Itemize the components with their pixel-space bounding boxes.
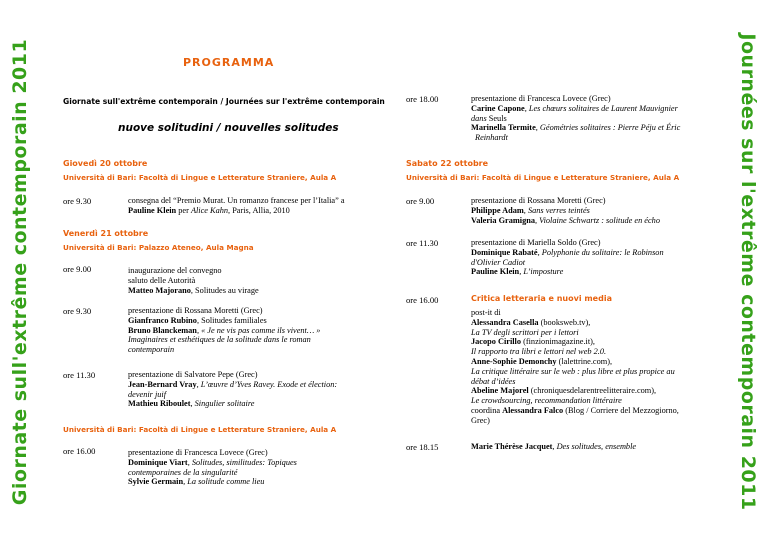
- event-line: Marie Thérèse Jacquet, Des solitudes, ensemble: [471, 442, 637, 451]
- event-details: [471, 196, 660, 225]
- event-line: Jacopo Cirillo (finzionimagazine.it),: [471, 337, 595, 347]
- event-details: [471, 442, 636, 452]
- day-heading-saturday: Sabato 22 ottobre: [406, 159, 489, 168]
- program-theme: nuove solitudini / nouvelles solitudes: [118, 122, 339, 134]
- event-line: Carine Capone, Les chœurs solitaires de Laurent Mauvignier: [471, 103, 678, 113]
- page-title: PROGRAMMA: [183, 56, 275, 69]
- day-heading-thursday: Giovedì 20 ottobre: [63, 159, 148, 168]
- event-line: presentazione di Francesca Lovece (Grec): [128, 448, 268, 457]
- event-line: coordina Alessandra Falco (Blog / Corriere del Mezzogiorno,: [471, 405, 679, 415]
- right-vertical-banner: [728, 0, 768, 543]
- event-time: ore 11.30: [406, 238, 439, 248]
- event-time: ore 11.30: [63, 370, 96, 380]
- event-line: Grec): [471, 415, 490, 425]
- event-time: ore 9.30: [63, 196, 92, 206]
- event-line: Gianfranco Rubino, Solitudes familiales: [128, 315, 267, 325]
- event-time: ore 9.00: [406, 196, 435, 206]
- event-line: La critique littéraire sur le web : plus libre et plus propice au: [471, 366, 675, 376]
- event-line: Le crowdsourcing, recommandation littéraire: [471, 396, 622, 406]
- day-heading-friday: Venerdì 21 ottobre: [63, 229, 149, 238]
- event-details: [128, 196, 345, 216]
- event-line: Philippe Adam, Sans verres teintés: [471, 205, 590, 215]
- event-details: [128, 306, 320, 355]
- program-subtitle: Giornate sull'extrême contemporain / Journées sur l'extrême contemporain: [63, 97, 385, 106]
- event-line: Pauline Klein per Alice Kahn, Paris, Allia, 2010: [128, 205, 290, 215]
- event-line: Abeline Majorel (chroniquesdelarentreelitteraire.com),: [471, 386, 657, 396]
- event-line: contemporain: [128, 345, 175, 355]
- event-line: Alessandra Casella (booksweb.tv),: [471, 317, 591, 327]
- event-time: ore 18.00: [406, 94, 439, 104]
- event-line: presentazione di Francesca Lovece (Grec): [471, 94, 611, 103]
- venue-friday: Università di Bari: Palazzo Ateneo, Aula Magna: [63, 243, 254, 252]
- event-line: Jean-Bernard Vray, L’œuvre d’Yves Ravey. Exode et élection:: [128, 379, 338, 389]
- event-line: Imaginaires et esthétiques de la solitude dans le roman: [128, 335, 311, 345]
- event-line: Mathieu Riboulet, Singulier solitaire: [128, 399, 255, 409]
- event-line: presentazione di Salvatore Pepe (Grec): [128, 370, 258, 379]
- venue-friday-afternoon: Università di Bari: Facoltà di Lingue e Letterature Straniere, Aula A: [63, 425, 337, 434]
- event-details: [128, 266, 259, 295]
- event-details: [128, 370, 337, 409]
- event-line: Bruno Blanckeman, « Je ne vis pas comme ils vivent… »: [128, 325, 321, 335]
- event-line: Dominique Rabaté, Polyphonie du solitaire: le Robinson: [471, 247, 664, 257]
- event-line: consegna del “Premio Murat. Un romanzo francese per l’Italia” a: [128, 196, 345, 205]
- left-vertical-title: Giornate sull'extrême contemporain 2011: [9, 38, 31, 505]
- event-line: Reinhardt: [475, 133, 508, 143]
- event-line: Dominique Viart, Solitudes, similitudes: Topiques: [128, 457, 297, 467]
- event-line: Matteo Majorano, Solitudes au virage: [128, 285, 259, 295]
- event-time: ore 16.00: [406, 295, 439, 305]
- right-vertical-title: Journées sur l'extrême contemporain 2011: [737, 32, 759, 511]
- event-line: post-it di: [471, 308, 501, 317]
- event-line: Sylvie Germain, La solitude comme lieu: [128, 477, 265, 487]
- event-line: inaugurazione del convegno: [128, 266, 222, 275]
- event-line: Pauline Klein, L’imposture: [471, 267, 564, 277]
- section-heading-critica: Critica letteraria e nuovi media: [471, 294, 612, 303]
- event-details: [471, 94, 680, 143]
- event-line: d'Olivier Cadiot: [471, 257, 526, 267]
- event-time: ore 9.30: [63, 306, 92, 316]
- event-details: [471, 238, 664, 277]
- event-line: Il rapporto tra libri e lettori nel web 2.0.: [471, 347, 607, 357]
- event-line: Marinella Termite, Géométries solitaires : Pierre Péju et Éric: [471, 123, 681, 133]
- event-line: dans Seuls: [471, 113, 507, 123]
- event-line: devenir juif: [128, 389, 167, 399]
- left-vertical-banner: [0, 0, 40, 543]
- event-line: Anne-Sophie Demonchy (lalettrine.com),: [471, 356, 613, 366]
- event-line: débat d’idées: [471, 376, 516, 386]
- event-line: saluto delle Autorità: [128, 275, 196, 285]
- event-time: ore 18.15: [406, 442, 439, 452]
- venue-thursday: Università di Bari: Facoltà di Lingue e Letterature Straniere, Aula A: [63, 173, 337, 182]
- event-time: ore 9.00: [63, 264, 92, 274]
- event-details: [128, 448, 297, 487]
- event-time: ore 16.00: [63, 446, 96, 456]
- event-line: presentazione di Mariella Soldo (Grec): [471, 238, 601, 247]
- event-line: presentazione di Rossana Moretti (Grec): [128, 306, 263, 315]
- event-line: Valeria Gramigna, Violaine Schwartz : solitude en écho: [471, 215, 660, 225]
- event-line: contemporaines de la singularité: [128, 467, 238, 477]
- event-line: presentazione di Rossana Moretti (Grec): [471, 196, 606, 205]
- event-details: [471, 308, 679, 426]
- event-line: La TV degli scrittori per i lettori: [471, 327, 579, 337]
- venue-saturday: Università di Bari: Facoltà di Lingue e Letterature Straniere, Aula A: [406, 173, 680, 182]
